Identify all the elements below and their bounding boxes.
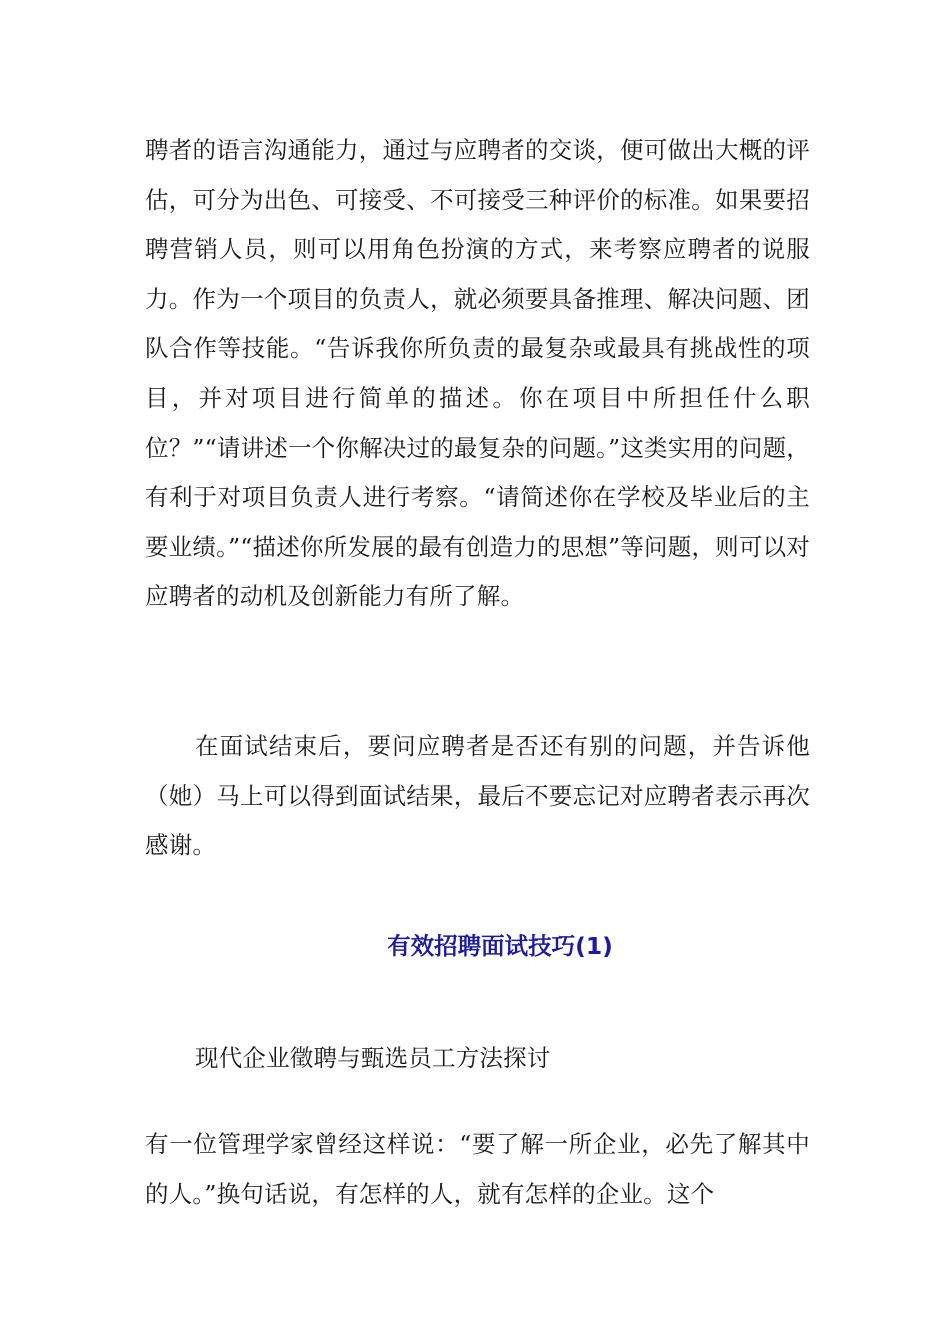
section-heading: 有效招聘面试技巧(1): [387, 932, 613, 960]
body-paragraph: 有一位管理学家曾经这样说：“要了解一所企业，必先了解其中的人。”换句话说，有怎样的人，就有怎样的企业。这个: [145, 1130, 810, 1208]
subheading: 现代企业徵聘与甄选员工方法探讨: [195, 1044, 551, 1072]
body-paragraph: 在面试结束后，要问应聘者是否还有别的问题，并告诉他（她）马上可以得到面试结果，最后不要忘记对应聘者表示再次感谢。: [145, 732, 810, 860]
body-paragraph: 聘者的语言沟通能力，通过与应聘者的交谈，便可做出大概的评估，可分为出色、可接受、不可接受三种评价的标准。如果要招聘营销人员，则可以用角色扮演的方式，来考察应聘者的说服力。作为一个项目的负责人，就必须要具备推理、解决问题、团队合作等技能。“告诉我你所负责的最复杂或最具有挑战性的项目，并对项目进行简单的描述。你在项目中所担任什么职位？”“请讲述一个你解决过的最复杂的问题。”这类实用的问题，有利于对项目负责人进行考察。“请简述你在学校及毕业后的主要业绩。”“描述你所发展的最有创造力的思想”等问题，则可以对应聘者的动机及创新能力有所了解。: [145, 136, 810, 611]
